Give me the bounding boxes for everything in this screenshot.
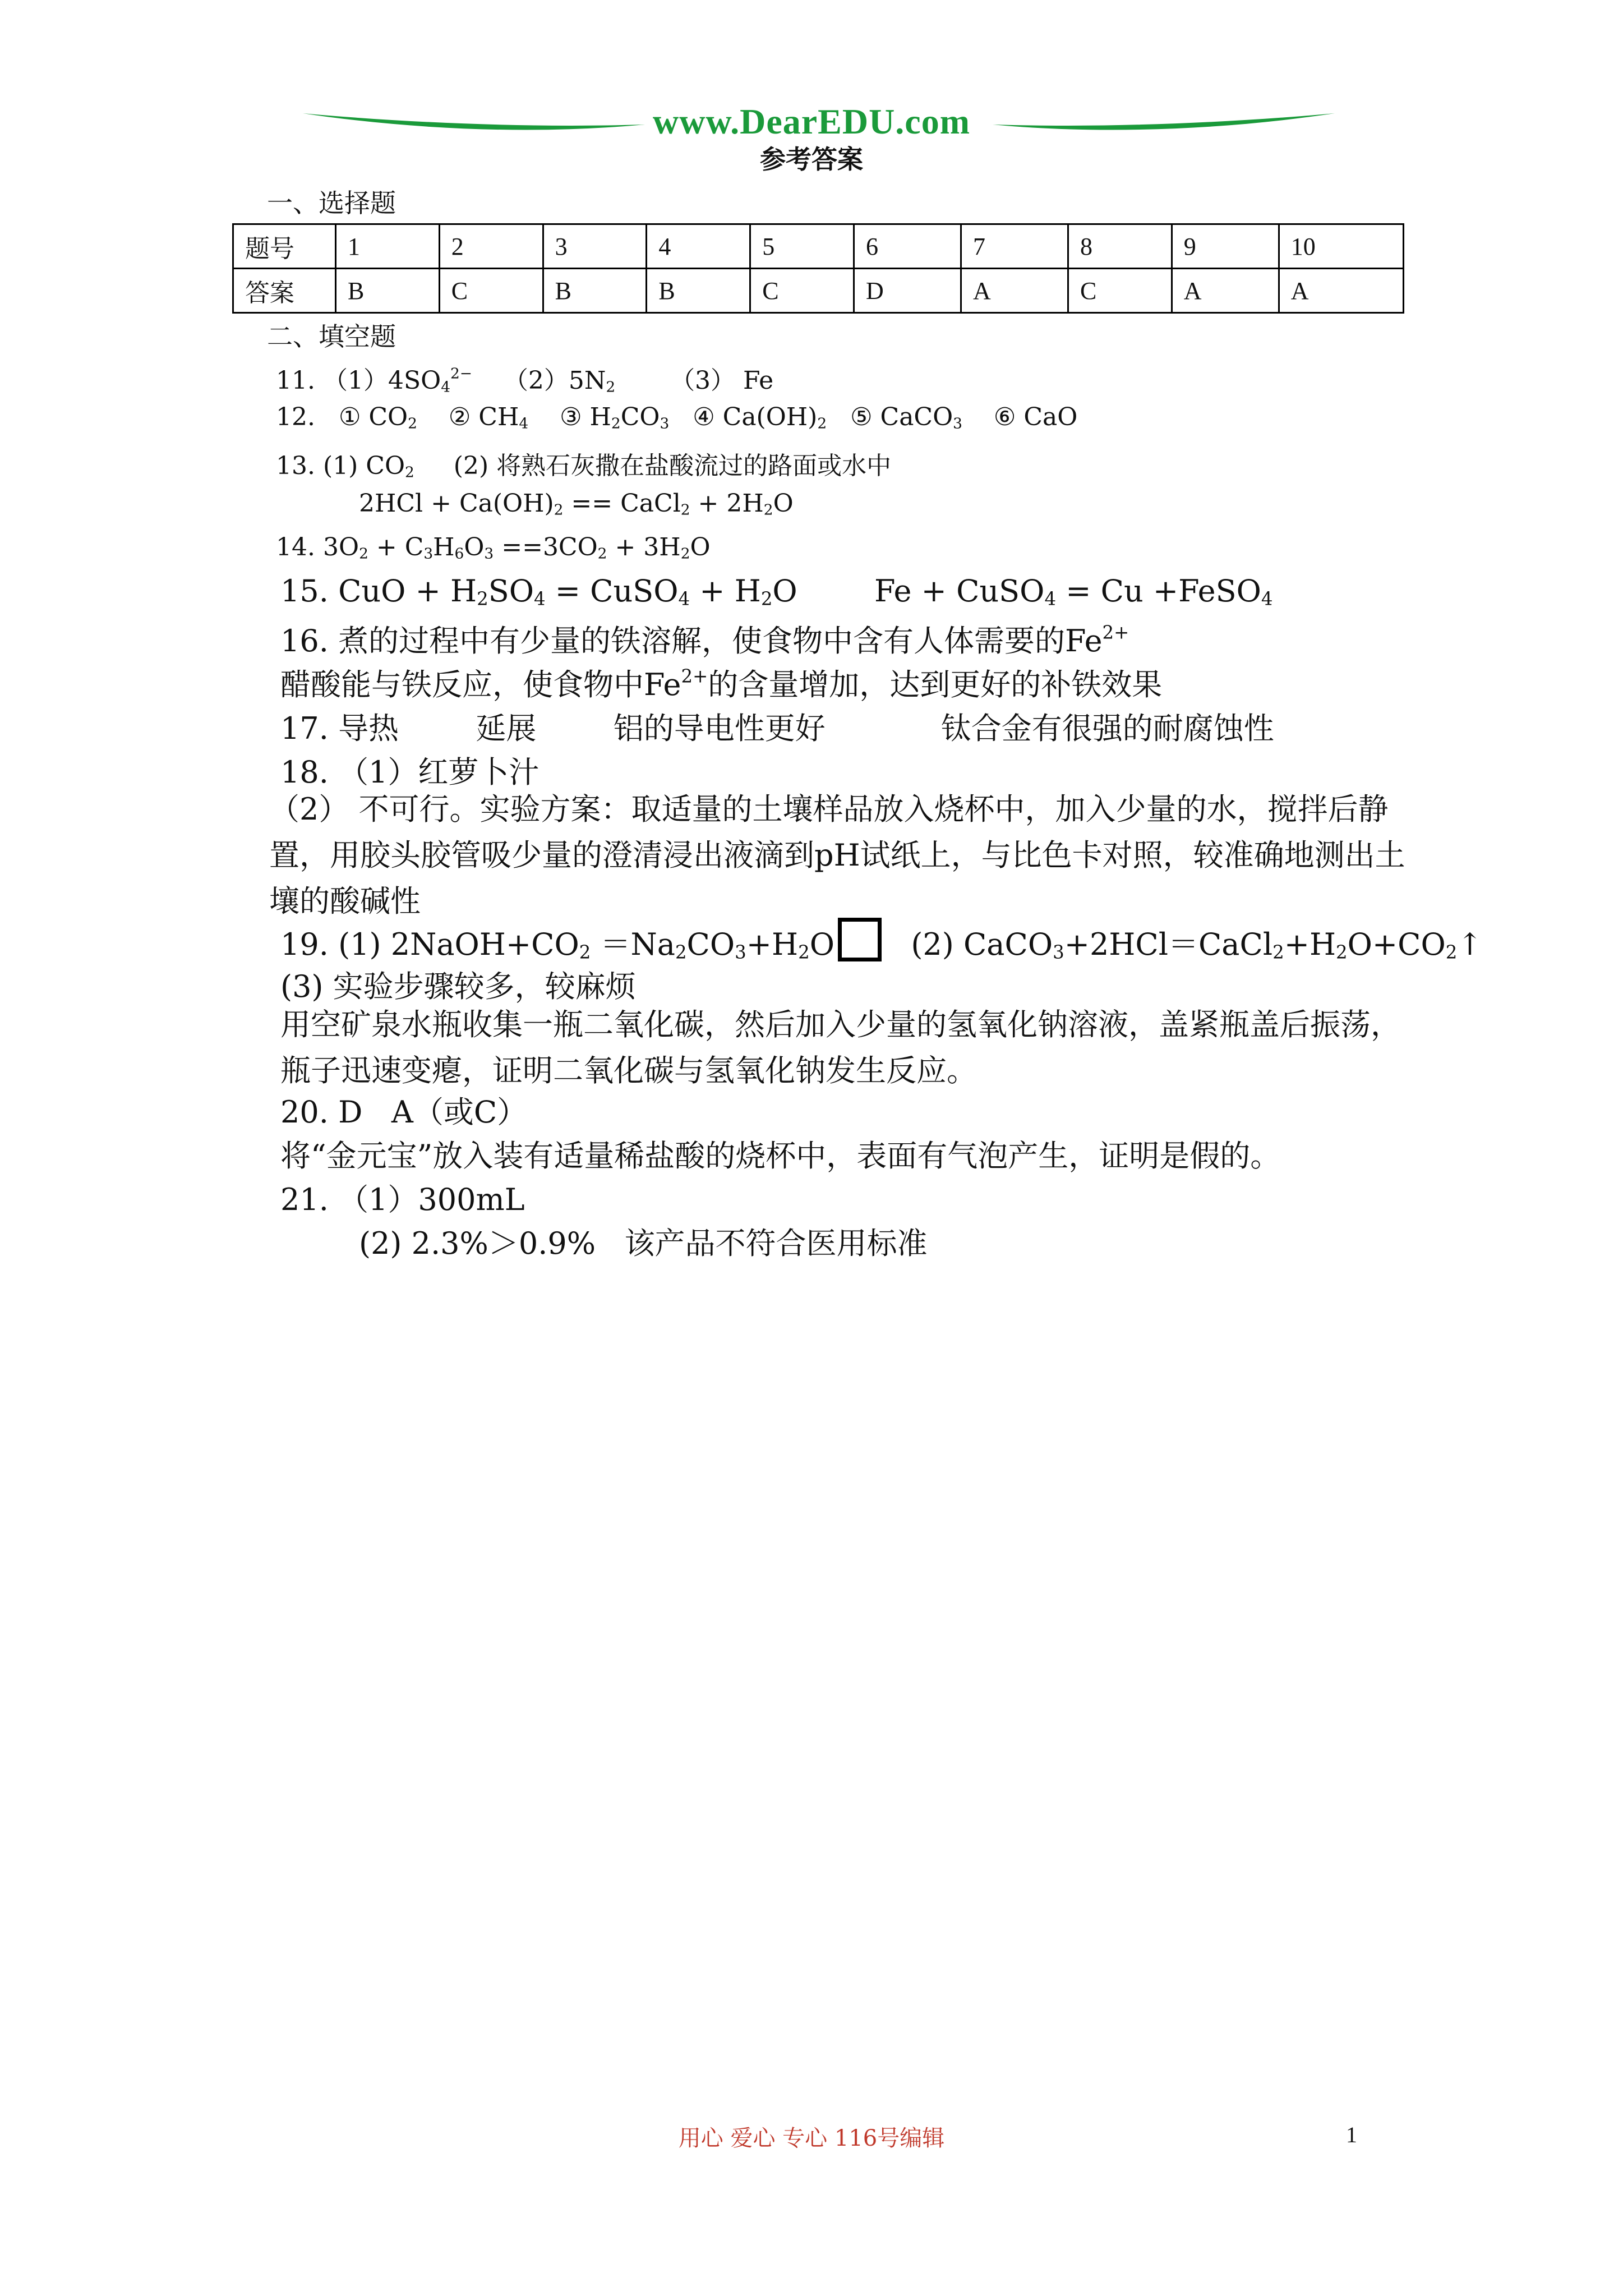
- table-row-label: 题号: [233, 224, 336, 269]
- answer-21-part2: (2) 2.3%＞0.9% 该产品不符合医用标准: [359, 1226, 928, 1261]
- answer-table: [232, 223, 1404, 314]
- table-cell: 8: [1068, 224, 1172, 269]
- answer-18: 18. （1）红萝卜汁: [280, 754, 540, 790]
- table-cell: 3: [543, 224, 647, 269]
- table-cell: B: [336, 269, 440, 313]
- table-cell: 1: [336, 224, 440, 269]
- answer-20: 20. D A（或C）: [280, 1094, 528, 1130]
- answer-12: 12. ① $CO_2$ ② $CH_4$ ③ $H_2CO_3$ ④ $Ca(OH)_2$ ⑤ CaCO$_3$ ⑥ CaO: [276, 403, 1078, 432]
- table-cell: A: [961, 269, 1068, 313]
- answer-13: 13. (1) $CO_2$ (2) 将熟石灰撒在盐酸流过的路面或水中: [276, 452, 892, 481]
- answer-19: 19. (1) $2NaOH+CO_2 =Na_2CO_3+H_2O$ (2) $CaCO_3+2HCl=CaCl_2+H_2O+CO_2↑$: [280, 918, 1483, 964]
- answer-19-paragraph: 用空矿泉水瓶收集一瓶二氧化碳，然后加入少量的氢氧化钠溶液，盖紧瓶盖后振荡，瓶子迅速变瘪，证明二氧化碳与氢氧化钠发生反应。: [280, 1007, 1401, 1088]
- section-title-fill: 二、填空题: [267, 321, 396, 352]
- table-cell: C: [1068, 269, 1172, 313]
- site-logo-text: www.DearEDU.com: [653, 102, 970, 141]
- table-cell: 2: [439, 224, 543, 269]
- answer-19-part3: (3) 实验步骤较多，较麻烦: [280, 969, 636, 1004]
- answer-11: 11. $(1)4SO_4^{2-}$ $(2)5N_2$ （3） Fe: [276, 365, 774, 396]
- table-cell: 9: [1172, 224, 1279, 269]
- table-cell: 10: [1279, 224, 1403, 269]
- answer-13-equation: $2HCl + Ca(OH)_2$ == CaCl$_2$ + $2H_2O$: [359, 489, 794, 519]
- answer-17: 17. 导热 延展 铝的导电性更好 钛合金有很强的耐腐蚀性: [280, 711, 1274, 746]
- table-cell: C: [439, 269, 543, 313]
- table-cell: B: [647, 269, 750, 313]
- table-row: [233, 224, 1404, 269]
- table-cell: A: [1279, 269, 1403, 313]
- table-cell: C: [750, 269, 854, 313]
- table-cell: B: [543, 269, 647, 313]
- table-cell: D: [854, 269, 961, 313]
- table-row-label: 答案: [233, 269, 336, 313]
- table-cell: 4: [647, 224, 750, 269]
- section-title-choice: 一、选择题: [267, 188, 396, 218]
- answer-15: 15. CuO + $H_2SO_4$ = CuSO$_4$ + $H_2O$ Fe + CuSO$_4$ = Cu +FeSO$_4$: [280, 573, 1273, 610]
- table-cell: 7: [961, 224, 1068, 269]
- answer-16-line2: 醋酸能与铁反应，使食物中$Fe^{2+}$的含量增加，达到更好的补铁效果: [280, 665, 1163, 702]
- page-number: 1: [1346, 2122, 1357, 2147]
- footer-text: 用心 爱心 专心 116号编辑: [678, 2125, 945, 2151]
- document-title: 参考答案: [760, 144, 863, 174]
- answer-21: 21. （1）300mL: [280, 1182, 525, 1217]
- answer-14: 14. $3O_2 + C_3H_6O_3 ==3CO_2 + 3H_2O$: [276, 533, 711, 563]
- table-cell: 6: [854, 224, 961, 269]
- table-cell: A: [1172, 269, 1279, 313]
- table-row: [233, 269, 1404, 313]
- answer-20-paragraph: 将“金元宝”放入装有适量稀盐酸的烧杯中，表面有气泡产生，证明是假的。: [280, 1138, 1281, 1174]
- table-cell: 5: [750, 224, 854, 269]
- answer-16: 16. 煮的过程中有少量的铁溶解，使食物中含有人体需要的$Fe^{2+}$: [280, 622, 1129, 659]
- answer-18-paragraph: （2） 不可行。实验方案：取适量的土壤样品放入烧杯中，加入少量的水，搅拌后静置，用胶头胶管吸少量的澄清浸出液滴到pH试纸上，与比色卡对照，较准确地测出土壤的酸碱性: [269, 792, 1405, 919]
- empty-checkbox: [838, 918, 882, 961]
